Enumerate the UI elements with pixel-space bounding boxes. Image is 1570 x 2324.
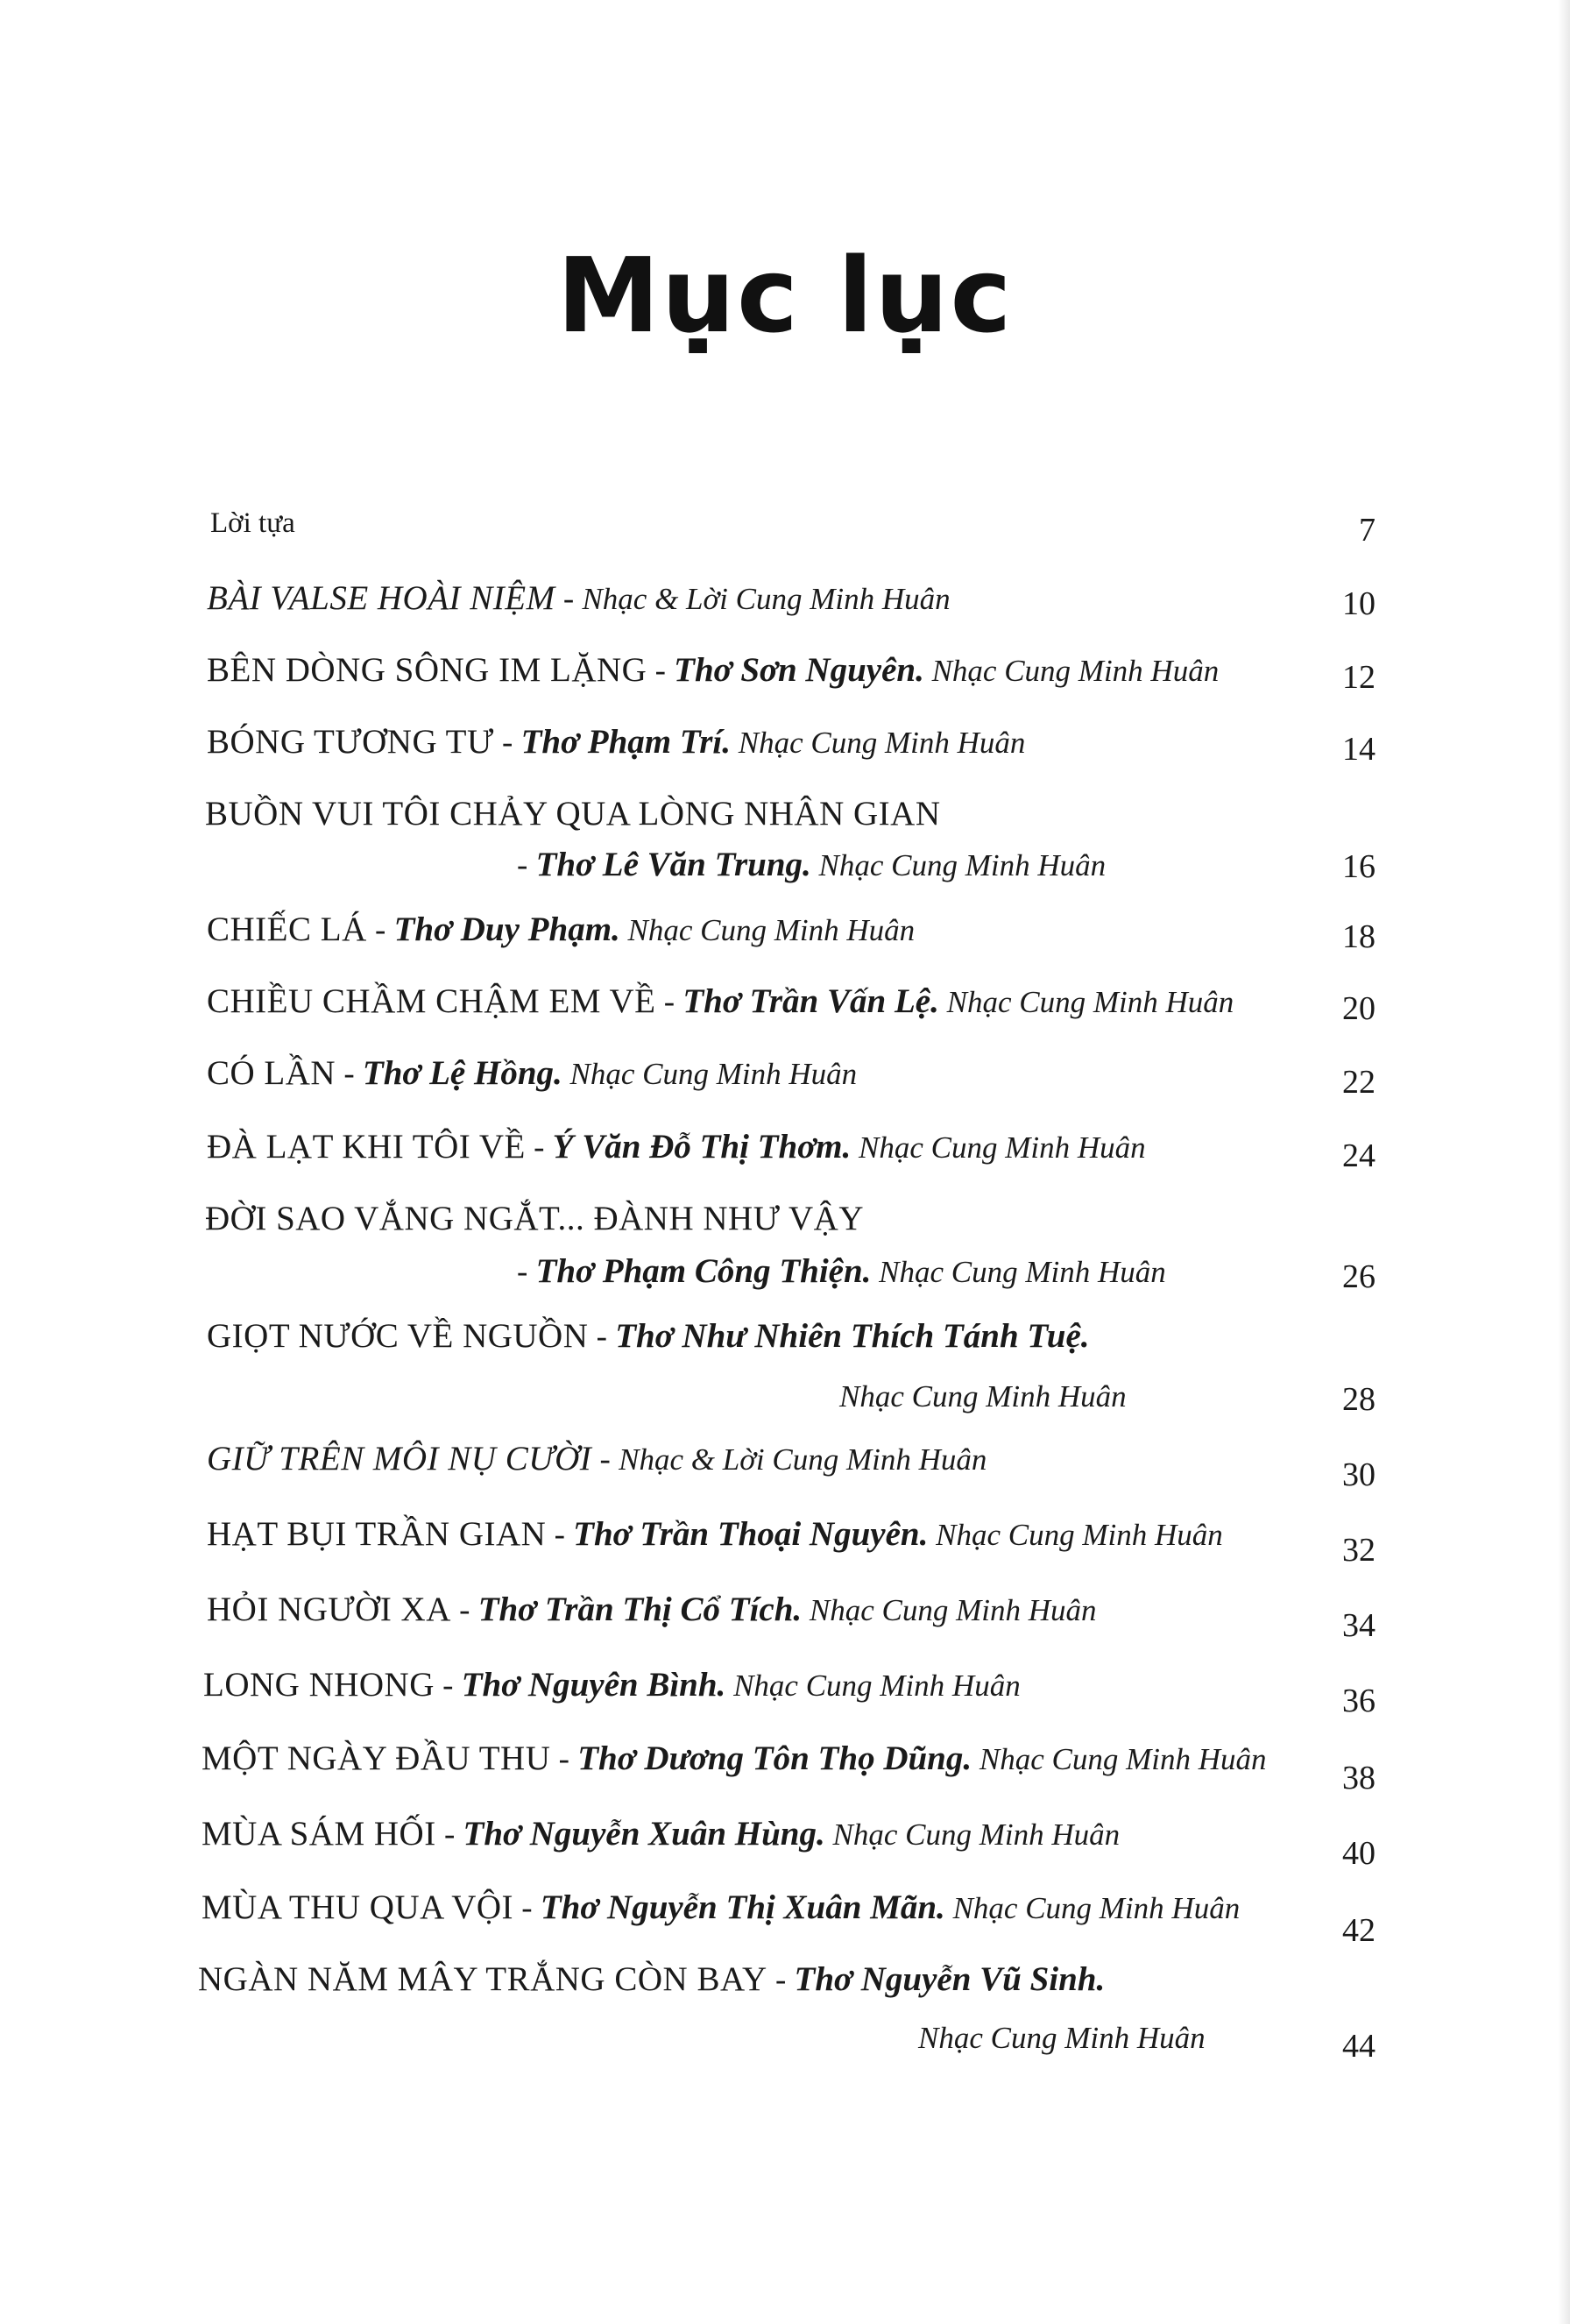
separator: - <box>525 1130 553 1166</box>
separator: - <box>517 847 536 883</box>
page-number: 12 <box>1342 659 1376 696</box>
page-number: 38 <box>1342 1760 1376 1796</box>
entry-poet: Thơ Phạm Trí. <box>520 723 732 761</box>
page-number: 44 <box>1342 2028 1376 2065</box>
entry-poet: Thơ Dương Tôn Thọ Dũng. <box>577 1739 972 1777</box>
entry-music: Nhạc Cung Minh Huân <box>810 848 1107 882</box>
entry-poet: Thơ Lệ Hồng. <box>362 1054 562 1092</box>
entry-poet: Ý Văn Đỗ Thị Thơm. <box>552 1128 852 1166</box>
page-number: 14 <box>1342 731 1376 768</box>
entry-poet: Thơ Phạm Công Thiện. <box>535 1252 872 1290</box>
page-number: 28 <box>1342 1381 1376 1418</box>
entry-title: HẠT BỤI TRẦN GIAN <box>207 1515 547 1553</box>
entry-poet: Thơ Nguyễn Vũ Sinh. <box>794 1960 1106 1998</box>
entry-title: BÀI VALSE HOÀI NIỆM <box>207 579 555 617</box>
separator: - <box>493 725 521 761</box>
entry-title: ĐỜI SAO VẮNG NGẮT... ĐÀNH NHƯ VẬY <box>205 1200 864 1237</box>
entry-music: Nhạc Cung Minh Huân <box>972 1742 1267 1776</box>
entry-music: Nhạc Cung Minh Huân <box>802 1593 1097 1627</box>
page-number: 10 <box>1342 585 1376 622</box>
entry-title: ĐÀ LẠT KHI TÔI VỀ <box>207 1128 526 1166</box>
entry-music: Nhạc Cung Minh Huân <box>562 1057 858 1091</box>
entry-title: LONG NHONG <box>203 1666 435 1704</box>
entry-title: CHIỀU CHẦM CHẬM EM VỀ <box>207 982 656 1020</box>
entry-title: BUỒN VUI TÔI CHẢY QUA LÒNG NHÂN GIAN <box>205 795 941 833</box>
entry-poet: Thơ Trần Thị Cổ Tích. <box>477 1591 803 1628</box>
page-number: 26 <box>1342 1258 1376 1295</box>
page-number: 40 <box>1342 1835 1376 1872</box>
entry-poet: Thơ Lê Văn Trung. <box>535 846 811 883</box>
page-number: 7 <box>1359 512 1376 549</box>
entry-music: Nhạc Cung Minh Huân <box>839 1379 1127 1414</box>
entry-poet: Thơ Duy Phạm. <box>393 910 620 948</box>
page-number: 34 <box>1342 1607 1376 1644</box>
page-title: Mục lục <box>556 235 1014 356</box>
separator: - <box>450 1592 478 1628</box>
entry-music: Nhạc Cung Minh Huân <box>725 1669 1021 1703</box>
page-number: 16 <box>1342 848 1376 885</box>
entry-poet: Thơ Trần Thoại Nguyên. <box>573 1515 929 1553</box>
entry-music: Nhạc Cung Minh Huân <box>923 654 1220 688</box>
separator: - <box>647 653 675 689</box>
separator: - <box>435 1817 463 1853</box>
entry-music: Nhạc Cung Minh Huân <box>928 1518 1223 1552</box>
separator: - <box>555 581 583 617</box>
separator: - <box>366 912 394 948</box>
separator: - <box>767 1962 795 1998</box>
entry-title: BÊN DÒNG SÔNG IM LẶNG <box>207 651 647 689</box>
entry-poet: Thơ Nguyên Bình. <box>461 1666 726 1704</box>
page-number: 24 <box>1342 1137 1376 1174</box>
entry-title: MÙA SÁM HỐI <box>202 1815 436 1853</box>
page-number: 36 <box>1342 1683 1376 1719</box>
entry-title: CHIẾC LÁ <box>207 910 367 948</box>
separator: - <box>588 1319 616 1355</box>
entry-music: Nhạc Cung Minh Huân <box>619 913 916 947</box>
entry-music: Nhạc & Lời Cung Minh Huân <box>582 582 951 616</box>
entry-music: Nhạc Cung Minh Huân <box>851 1130 1146 1165</box>
entry-poet: Thơ Nguyễn Thị Xuân Mãn. <box>540 1888 945 1926</box>
page-number: 32 <box>1342 1532 1376 1569</box>
page-number: 20 <box>1342 990 1376 1027</box>
page-number: 18 <box>1342 918 1376 955</box>
page-number: 30 <box>1342 1456 1376 1493</box>
separator: - <box>591 1442 619 1477</box>
entry-music: Nhạc & Lời Cung Minh Huân <box>619 1442 987 1477</box>
entry-music: Nhạc Cung Minh Huân <box>871 1255 1166 1289</box>
entry-title: HỎI NGƯỜI XA <box>207 1591 451 1628</box>
entry-poet: Thơ Như Nhiên Thích Tánh Tuệ. <box>615 1317 1090 1355</box>
entry-title: CÓ LẦN <box>207 1054 336 1092</box>
entry-music: Nhạc Cung Minh Huân <box>938 985 1234 1019</box>
entry-music: Nhạc Cung Minh Huân <box>731 726 1026 760</box>
entry-title: NGÀN NĂM MÂY TRẮNG CÒN BAY <box>198 1960 767 1998</box>
separator: - <box>550 1741 578 1777</box>
entry-title: GIỌT NƯỚC VỀ NGUỒN <box>207 1317 589 1355</box>
separator: - <box>517 1254 536 1290</box>
entry-poet: Thơ Trần Vấn Lệ. <box>682 982 939 1020</box>
entry-title: Lời tựa <box>210 507 295 539</box>
entry-title: BÓNG TƯƠNG TƯ <box>207 723 494 761</box>
page-number: 42 <box>1342 1912 1376 1949</box>
entry-poet: Thơ Sơn Nguyên. <box>674 651 924 689</box>
entry-title: GIỮ TRÊN MÔI NỤ CƯỜI <box>207 1440 592 1477</box>
entry-music: Nhạc Cung Minh Huân <box>918 2021 1206 2055</box>
entry-title: MỘT NGÀY ĐẦU THU <box>202 1739 551 1777</box>
page-number: 22 <box>1342 1064 1376 1101</box>
separator: - <box>655 984 683 1020</box>
entry-poet: Thơ Nguyễn Xuân Hùng. <box>463 1815 825 1853</box>
separator: - <box>513 1890 541 1926</box>
entry-title: MÙA THU QUA VỘI <box>202 1888 514 1926</box>
separator: - <box>336 1056 363 1092</box>
entry-music: Nhạc Cung Minh Huân <box>944 1891 1241 1925</box>
entry-music: Nhạc Cung Minh Huân <box>824 1817 1121 1852</box>
separator: - <box>434 1668 462 1704</box>
separator: - <box>546 1517 574 1553</box>
